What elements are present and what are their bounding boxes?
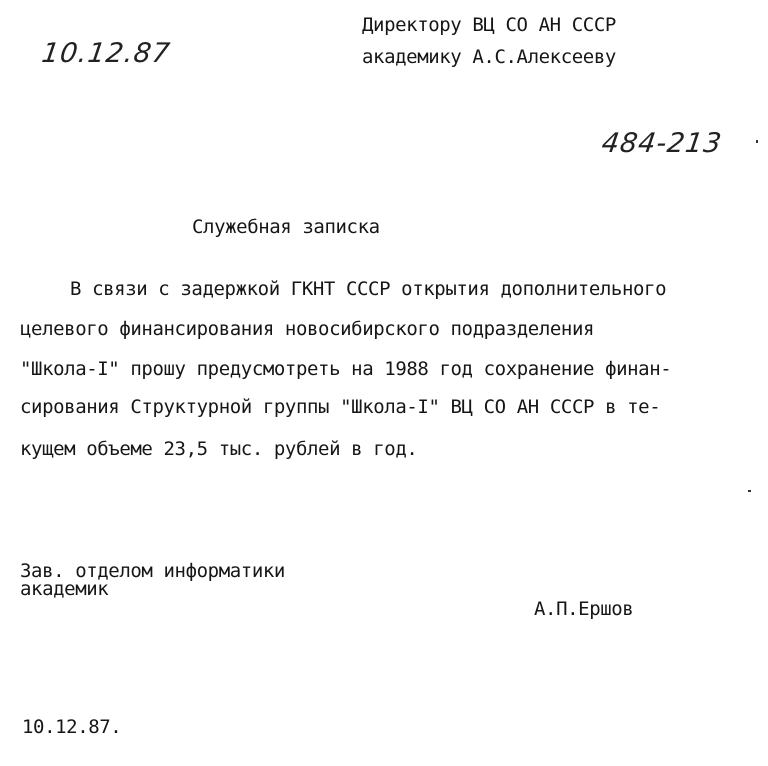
body-line-2: целевого финансирования новосибирского подразделения: [20, 318, 595, 340]
addressee-line-1: Директору ВЦ СО АН СССР: [362, 14, 616, 36]
paper-speck: [748, 490, 751, 492]
body-line-4: сирования Структурной группы "Школа-I" ВЦ СО АН СССР в те-: [20, 396, 661, 418]
addressee-line-2: академику А.С.Алексееву: [362, 46, 616, 68]
handwritten-registration-number: 484-213: [599, 128, 724, 159]
signer-position-line-1: Зав. отделом информатики: [20, 560, 285, 582]
body-line-5: кущем объеме 23,5 тыс. рублей в год.: [20, 438, 418, 460]
body-line-3: "Школа-I" прошу предусмотреть на 1988 год сохранение финан-: [20, 358, 672, 380]
memo-title: Служебная записка: [192, 216, 380, 238]
typed-date: 10.12.87.: [22, 716, 122, 738]
signer-name: А.П.Ершов: [534, 598, 634, 620]
body-line-1: В связи с задержкой ГКНТ СССР открытия дополнительного: [70, 278, 667, 300]
handwritten-date: 10.12.87: [39, 38, 173, 69]
signer-position-line-2: академик: [20, 578, 109, 600]
paper-speck: [756, 140, 758, 143]
